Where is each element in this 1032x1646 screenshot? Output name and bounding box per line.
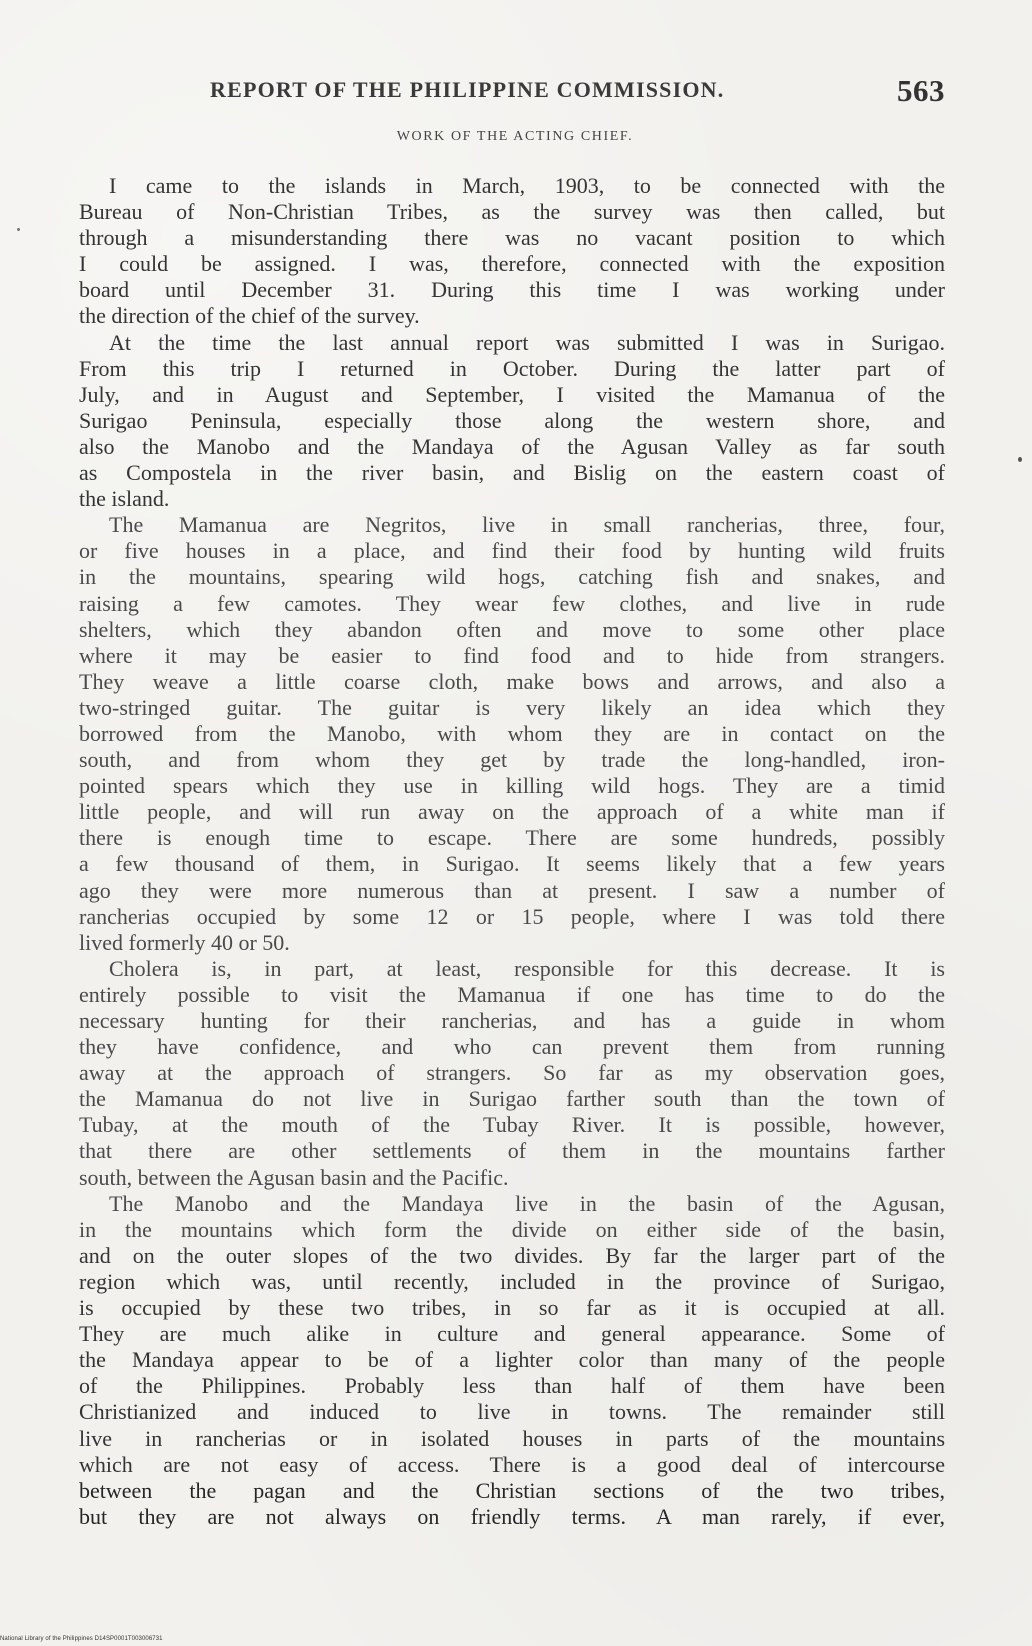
- text-line: pointed spears which they use in killing wild hogs. They are a timid: [79, 773, 945, 799]
- text-line: in the mountains, spearing wild hogs, catching fish and snakes, and: [79, 564, 945, 590]
- text-line: and on the outer slopes of the two divides. By far the larger part of the: [79, 1242, 945, 1268]
- text-line: Tubay, at the mouth of the Tubay River. It is possible, however,: [79, 1112, 945, 1138]
- text-line: Bureau of Non-Christian Tribes, as the survey was then called, but: [79, 199, 945, 225]
- text-line: At the time the last annual report was submitted I was in Surigao.: [109, 329, 945, 355]
- text-line: which are not easy of access. There is a good deal of intercourse: [79, 1451, 945, 1477]
- page-header: [210, 73, 945, 113]
- text-line: where it may be easier to find food and to hide from strangers.: [79, 642, 945, 668]
- text-line: ago they were more numerous than at present. I saw a number of: [79, 877, 945, 903]
- text-line: I came to the islands in March, 1903, to be connected with the: [109, 173, 945, 198]
- text-line: board until December 31. During this time I was working under: [79, 277, 945, 303]
- body-text: [79, 173, 945, 1530]
- text-line: live in rancherias or in isolated houses in parts of the mountains: [79, 1425, 945, 1451]
- text-line: Cholera is, in part, at least, responsible for this decrease. It is: [109, 955, 945, 981]
- text-line: south, and from whom they get by trade the long-handled, iron-: [79, 747, 945, 773]
- text-line: The Mamanua are Negritos, live in small rancherias, three, four,: [109, 512, 945, 538]
- section-heading: WORK OF THE ACTING CHIEF.: [396, 129, 634, 144]
- text-line: region which was, until recently, included in the province of Surigao,: [79, 1268, 945, 1294]
- text-line: as Compostela in the river basin, and Bislig on the eastern coast of: [79, 460, 945, 486]
- text-line: From this trip I returned in October. During the latter part of: [79, 355, 945, 381]
- text-line: necessary hunting for their rancherias, and has a guide in whom: [79, 1008, 945, 1033]
- margin-speck: [17, 228, 20, 231]
- text-line: but they are not always on friendly terms. A man rarely, if ever,: [79, 1503, 945, 1529]
- page-number: 563: [897, 73, 945, 108]
- text-line: there is enough time to escape. There are some hundreds, possibly: [79, 825, 945, 851]
- header-title: REPORT OF THE PHILIPPINE COMMISSION.: [210, 77, 725, 102]
- text-line: lived formerly 40 or 50.: [79, 929, 290, 955]
- page-speck: [1018, 457, 1022, 462]
- text-line: they have confidence, and who can prevent them from running: [79, 1034, 945, 1060]
- text-line: south, between the Agusan basin and the Pacific.: [79, 1164, 509, 1190]
- text-line: that there are other settlements of them in the mountains farther: [79, 1138, 945, 1164]
- text-line: rancherias occupied by some 12 or 15 people, where I was told there: [79, 903, 945, 929]
- text-line: They weave a little coarse cloth, make bows and arrows, and also a: [79, 668, 945, 694]
- text-line: between the pagan and the Christian sections of the two tribes,: [79, 1477, 945, 1503]
- text-line: the direction of the chief of the survey.: [79, 303, 420, 329]
- text-line: a few thousand of them, in Surigao. It seems likely that a few years: [79, 851, 945, 877]
- text-line: two-stringed guitar. The guitar is very likely an idea which they: [79, 694, 945, 720]
- text-line: the Mamanua do not live in Surigao farther south than the town of: [79, 1086, 945, 1112]
- text-line: raising a few camotes. They wear few clothes, and live in rude: [79, 590, 945, 616]
- scan-credit: National Library of the Philippines D14SP0001T003006731: [0, 1636, 163, 1642]
- text-line: or five houses in a place, and find their food by hunting wild fruits: [79, 538, 945, 564]
- text-line: in the mountains which form the divide on either side of the basin,: [79, 1216, 945, 1242]
- text-line: The Manobo and the Mandaya live in the basin of the Agusan,: [109, 1190, 945, 1216]
- text-line: Surigao Peninsula, especially those along the western shore, and: [79, 407, 945, 433]
- text-line: Christianized and induced to live in towns. The remainder still: [79, 1399, 945, 1425]
- text-line: of the Philippines. Probably less than half of them have been: [79, 1373, 945, 1399]
- text-line: away at the approach of strangers. So far as my observation goes,: [79, 1060, 945, 1086]
- text-line: They are much alike in culture and general appearance. Some of: [79, 1321, 945, 1347]
- text-line: little people, and will run away on the approach of a white man if: [79, 799, 945, 825]
- text-line: entirely possible to visit the Mamanua if one has time to do the: [79, 981, 945, 1007]
- text-line: shelters, which they abandon often and move to some other place: [79, 616, 945, 642]
- text-line: the Mandaya appear to be of a lighter color than many of the people: [79, 1347, 945, 1373]
- text-line: also the Manobo and the Mandaya of the Agusan Valley as far south: [79, 433, 945, 459]
- text-line: is occupied by these two tribes, in so far as it is occupied at all.: [79, 1295, 945, 1321]
- text-line: July, and in August and September, I visited the Mamanua of the: [79, 381, 945, 407]
- text-line: borrowed from the Manobo, with whom they are in contact on the: [79, 720, 945, 746]
- text-line: through a misunderstanding there was no vacant position to which: [79, 225, 945, 251]
- text-line: the island.: [79, 486, 170, 512]
- text-line: I could be assigned. I was, therefore, connected with the exposition: [79, 251, 945, 277]
